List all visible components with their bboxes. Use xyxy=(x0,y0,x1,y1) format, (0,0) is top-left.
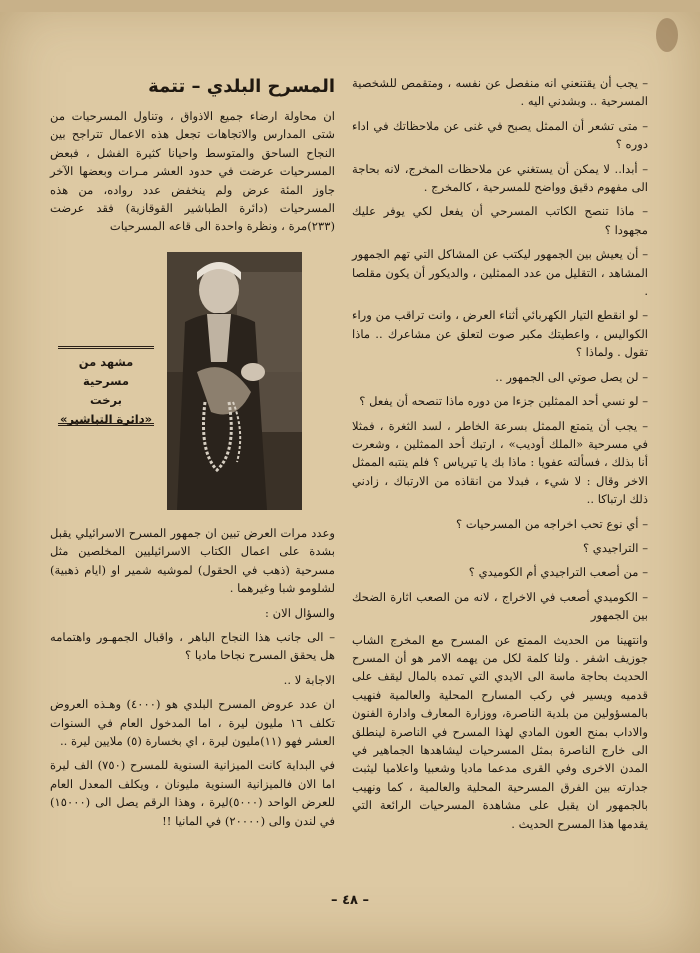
caption-line: مشهد من مسرحية xyxy=(78,355,134,388)
interview-question: – أي نوع تحب اخراجه من المسرحيات ؟ xyxy=(352,515,648,533)
article-paragraph: في البداية كانت الميزانية السنوية للمسرح (٧٥٠) الف ليرة اما الان فالميزانية السنوية مليونان ، ويكلف المعدل العام للعرض الواحد (٥٠٠٠)ليرة ، وهذا الرقم يصل الى (١٥٠٠٠) في لندن والى (٢٠٠٠٠) في المانيا !! xyxy=(50,758,335,828)
interview-question: – لو نسي أحد الممثلين جزءا من دوره ماذا تنصحه أن يفعل ؟ xyxy=(352,392,648,410)
interview-paragraph: – يجب أن يقتنعني انه منفصل عن نفسه ، ومتقمص للشخصية المسرحية .. وبشدني اليه . xyxy=(352,74,648,111)
article-paragraph: ان عدد عروض المسرح البلدي هو (٤٠٠٠) وهـذه العروض تكلف ١٦ مليون ليرة ، اما المدخول العام في السنوات العشر فهو (١١)مليون ليرة ، اي بخسارة (٥) ملايين ليرة .. xyxy=(50,697,336,749)
interview-question: – لو انقطع التيار الكهربائي أثناء العرض ، وانت تراقب من وراء الكواليس ، واعطيتك مكبر صوت لتعلق عن مشاعرك .. ماذا تقول . ولماذا ؟ xyxy=(352,306,648,361)
interview-answer: – أبدا.. لا يمكن أن يستغني عن ملاحظات المخرج، لانه بحاجة الى مفهوم دقيق وواضح للمسرحية ، كالمخرج . xyxy=(352,160,648,197)
caption-line: «دائرة التباشير» xyxy=(59,412,153,426)
page-number: – ٤٨ – xyxy=(331,893,369,908)
page-top-edge xyxy=(0,0,700,12)
article-title: المسرح البلدي – تتمة xyxy=(148,76,335,97)
caption-line: برخت xyxy=(90,393,122,407)
article-paragraph: وعدد مرات العرض تبين ان جمهور المسرح الاسرائيلي يقبل بشدة على اعمال الكتاب الاسرائيليين المخلصين مثل مسرحية (ذهب في الحقول) لموشيه شمير او (ايام ذهبية) لشلومو شبا وغيرهما . xyxy=(50,526,335,596)
interview-answer: – يجب أن يتمتع الممثل بسرعة الخاطر ، لسد الثغرة ، فمثلا في مسرحية «الملك أوديب» ، ارتبك أحد الممثلين ، وشعرت أنا بذلك ، فسألته عفويا : ماذا بك يا تيرياس ؟ فلم ينتبه الممثل الاخر وقال : لا شيء ، فبدلا من انقاذه من الارتباك ، زادني ذلك ارتباكا .. xyxy=(352,417,648,509)
right-column xyxy=(352,74,648,839)
interview-answer: – الكوميدي أصعب في الاخراج ، لانه من الصعب اثارة الضحك بين الجمهور xyxy=(352,588,648,625)
interview-question: – من أصعب التراجيدي أم الكوميدي ؟ xyxy=(352,563,648,581)
photo-caption xyxy=(58,346,154,426)
paper-stain xyxy=(656,18,678,52)
actor-illustration xyxy=(167,252,302,510)
article-paragraph: والسؤال الان : xyxy=(265,605,335,620)
interview-answer: – لن يصل صوتي الى الجمهور .. xyxy=(352,368,648,386)
interview-question: – ماذا تنصح الكاتب المسرحي أن يفعل لكي يوفر عليك مجهودا ؟ xyxy=(352,202,648,239)
left-column-top xyxy=(50,76,335,242)
article-paragraph: الاجابة لا .. xyxy=(283,672,335,687)
interview-answer: – أن يعيش بين الجمهور ليكتب عن المشاكل التي تهم الجمهور المشاهد ، التقليل من عدد الممثلين ، والديكور أن يكون مقلصا . xyxy=(352,245,648,300)
interview-answer: – التراجيدي ؟ xyxy=(352,539,648,557)
interview-question: – متى تشعر أن الممثل يصبح في غنى عن ملاحظاتك في اداء دوره ؟ xyxy=(352,117,648,154)
closing-paragraph: وانتهينا من الحديث الممتع عن المسرح مع المخرج الشاب جوزيف اشفر . ولنا كلمة لكل من يهمه الامر هو أن المسرح الحديث بحاجة ماسة الى الايدي التي تمده بالمال ليقف على قدميه ويسير في ركب المسارح المحلية والعالمية فنهيب بالمسؤولين من بلدية الناصرة، ووزارة المعارف وادارة الفنون والاداب بمنح العون المادي لهذا المسرح في الناصرة لينطلق الى خارج الناصرة بمثل المسرحيات ليشاهدها الجماهير في المدن الاخرى وفي القرى مدعما ماديا وشعبيا واعلاميا ليثبت جدارته بين الفرق المسرحية المحلية والعالمية ، كما ونهيب بالجمهور ان يقبل على مشاهدة المسرحيات الرائعة التي يقدمها هذا المسرح الحديث . xyxy=(352,632,648,831)
scene-photo xyxy=(167,252,302,510)
article-paragraph: – الى جانب هذا النجاح الباهر ، واقبال الجمهـور واهتمامه هل يحقق المسرح نجاحا ماديا ؟ xyxy=(50,630,335,663)
article-paragraph: ان محاولة ارضاء جميع الاذواق ، وتناول المسرحيات من شتى المدارس والاتجاهات تجعل هذه الاعمال تتراجح بين النجاح الساحق والمتوسط واحيانا كثيرة الفشل ، فبعض المسرحيات عرضت في حدود العشر مـرات وبعضها الآخر جاوز المئة عرض ولم ينخفض عدد رواده، من هذه المسرحيات (دائرة الطباشير القوقازية) فقد عرضت (٢٣٣)مرة ، ونظرة واحدة الى قاعه المسرحيات xyxy=(50,109,335,234)
left-column-bottom xyxy=(50,524,335,836)
